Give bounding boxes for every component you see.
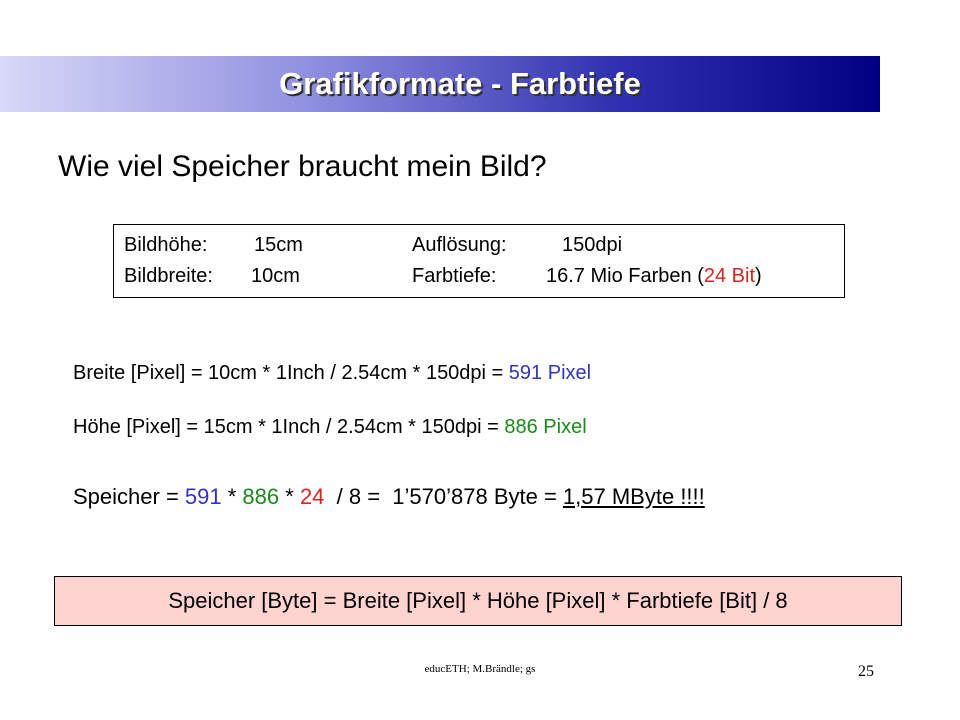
storage-breite: 591 (184, 484, 222, 509)
calc-breite-text: Breite [Pixel] = 10cm * 1Inch / 2.54cm * 150dpi = (73, 362, 509, 384)
storage-calculation (73, 484, 705, 510)
slide-title: Grafikformate - Farbtiefe (279, 66, 641, 101)
title-bar (0, 56, 880, 112)
storage-op1: * (221, 484, 243, 509)
storage-bits: 24 (299, 484, 325, 509)
slide-heading: Wie viel Speicher braucht mein Bild? (58, 150, 547, 183)
hoehe-value: 15cm (254, 234, 303, 256)
calc-hoehe (73, 416, 587, 439)
calc-hoehe-text: Höhe [Pixel] = 15cm * 1Inch / 2.54cm * 150dpi = (73, 416, 505, 438)
storage-op2: * (279, 484, 300, 509)
hoehe-label: Bildhöhe: (124, 234, 208, 256)
aufloesung-label: Auflösung: (412, 234, 507, 256)
page-number: 25 (858, 663, 874, 680)
calc-breite-result: 591 Pixel (508, 362, 592, 384)
aufloesung-value: 150dpi (562, 234, 623, 256)
breite-value: 10cm (251, 265, 300, 287)
farbtiefe-value (546, 265, 762, 288)
formula-box: Speicher [Byte] = Breite [Pixel] * Höhe [Pixel] * Farbtiefe [Bit] / 8 (54, 576, 902, 626)
calc-hoehe-result: 886 Pixel (504, 416, 587, 438)
storage-rest: / 8 = 1’570’878 Byte = (324, 484, 563, 509)
storage-result: 1,57 MByte !!!! (562, 484, 705, 509)
farbtiefe-bits: 24 Bit (703, 265, 756, 287)
farbtiefe-close: ) (755, 265, 762, 287)
breite-label: Bildbreite: (124, 265, 213, 287)
farbtiefe-text: 16.7 Mio Farben ( (546, 265, 704, 287)
storage-hoehe: 886 (242, 484, 280, 509)
farbtiefe-label: Farbtiefe: (412, 265, 497, 287)
image-parameters-box (113, 224, 845, 298)
footer-credit: educETH; M.Brändle; gs (424, 663, 536, 675)
storage-label: Speicher = (73, 484, 185, 509)
calc-breite (73, 362, 591, 385)
